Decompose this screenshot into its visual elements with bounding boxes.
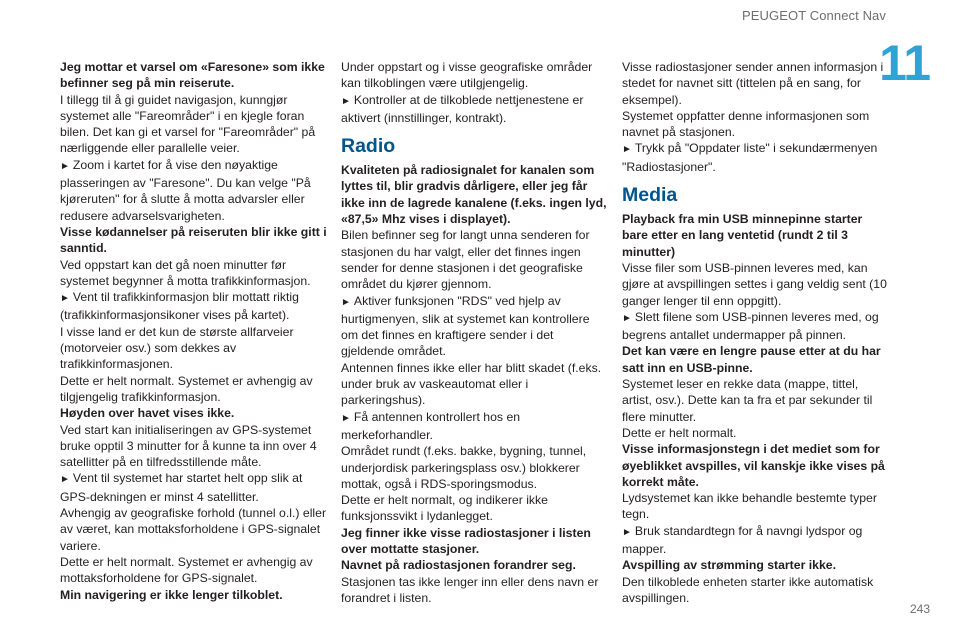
text-column-2 — [341, 59, 609, 606]
problem-statement: Playback fra min USB minnepinne starter bare etter en lang ventetid (rundt 2 til 3 minutter) — [622, 212, 863, 259]
problem-statement: Min navigering er ikke lenger tilkoblet. — [60, 587, 283, 602]
action-step-text: Zoom i kartet for å vise den nøyaktige plasseringen av "Faresone". Du kan velge "På kjøreruten" for å slutte å motta advarsler eller redusere advarselsvarigheten. — [60, 157, 311, 223]
problem-statement: Avspilling av strømming starter ikke. — [622, 558, 836, 573]
action-step-text: Bruk standardtegn for å navngi lydspor og mapper. — [622, 523, 863, 557]
arrow-right-icon: ► — [622, 526, 632, 538]
action-step-text: Vent til trafikkinformasjon blir mottatt riktig (trafikkinformasjonsikoner vises på kartet). — [60, 290, 299, 323]
page-number: 243 — [909, 602, 930, 616]
problem-statement: Kvaliteten på radiosignalet for kanalen som lyttes til, blir gradvis dårligere, eller jeg får ikke inn de lagrede kanalene (f.eks. ingen lyd, «87,5» Mhz vises i displayet). — [341, 163, 607, 227]
text-column-3 — [622, 59, 890, 606]
problem-statement: Visse informasjonstegn i det mediet som for øyeblikket avspilles, vil kanskje ikke vises på korrekt måte. — [622, 442, 885, 489]
arrow-right-icon: ► — [60, 474, 70, 486]
body-text: Dette er helt normalt. Systemet er avhengig av tilgjengelig trafikkinformasjon. — [60, 373, 313, 404]
body-text: Under oppstart og i visse geografiske områder kan tilkoblingen være utilgjengelig. — [341, 60, 593, 91]
arrow-right-icon: ► — [60, 160, 70, 172]
action-step-text: Trykk på "Oppdater liste" i sekundærmenyen "Radiostasjoner". — [622, 141, 878, 174]
action-step — [622, 523, 890, 558]
body-text: Antennen finnes ikke eller har blitt skadet (f.eks. under bruk av vaskeautomat eller i parkeringshus). — [341, 360, 602, 408]
text-column-1 — [60, 59, 328, 603]
body-text: Ved oppstart kan det gå noen minutter før systemet begynner å motta trafikkinformasjon. — [60, 257, 311, 288]
arrow-right-icon: ► — [341, 95, 351, 107]
action-step-text: Få antennen kontrollert hos en merkeforhandler. — [341, 409, 521, 442]
arrow-right-icon: ► — [341, 296, 351, 308]
action-step-text: Aktiver funksjonen "RDS" ved hjelp av hurtigmenyen, slik at systemet kan kontrollere om det finnes en kraftigere sender i det gjeldende området. — [341, 293, 590, 359]
problem-statement: Jeg mottar et varsel om «Faresone» som ikke befinner seg på min reiserute. — [60, 60, 325, 91]
action-step — [341, 293, 609, 360]
body-text: Avhengig av geografiske forhold (tunnel o.l.) eller av været, kan mottaksforholdene i GPS-signalet variere. — [60, 506, 327, 553]
body-text: Systemet oppfatter denne informasjonen som navnet på stasjonen. — [622, 108, 870, 140]
action-step-text: Kontroller at de tilkoblede nettjenestene er aktivert (innstillinger, kontrakt). — [341, 92, 584, 125]
action-step — [60, 470, 328, 505]
chapter-number: 11 — [879, 35, 930, 91]
body-text: I visse land er det kun de største allfarveier (motorveier osv.) som dekkes av trafikkinformasjonen. — [60, 324, 294, 372]
body-text: Området rundt (f.eks. bakke, bygning, tunnel, underjordisk parkeringsplass osv.) blokkerer mottak, også i RDS-sporingsmodus. — [341, 444, 587, 491]
action-step — [622, 140, 890, 175]
action-step — [622, 309, 890, 344]
action-step-text: Slett filene som USB-pinnen leveres med, og begrens antallet undermapper på pinnen. — [622, 309, 879, 343]
page-header-title: PEUGEOT Connect Nav — [742, 8, 886, 23]
arrow-right-icon: ► — [341, 412, 351, 424]
action-step — [341, 409, 609, 444]
action-step — [60, 157, 328, 224]
body-text: Den tilkoblede enheten starter ikke automatisk avspillingen. — [622, 574, 874, 605]
body-text: Visse filer som USB-pinnen leveres med, kan gjøre at avspillingen settes i gang veldig sent (10 ganger lenger til enn oppgitt). — [622, 260, 887, 308]
problem-statement: Navnet på radiostasjonen forandrer seg. — [341, 558, 576, 573]
body-text: I tillegg til å gi guidet navigasjon, kunngjør systemet alle "Fareområder" i en kjegle foran bilen. Det kan gi et varsel for "Fareområder" på nærliggende eller parallelle veier. — [60, 92, 316, 156]
section-heading: Media — [622, 184, 678, 207]
body-text: Stasjonen tas ikke lenger inn eller dens navn er forandret i listen. — [341, 574, 599, 605]
problem-statement: Høyden over havet vises ikke. — [60, 406, 235, 421]
body-text: Visse radiostasjoner sender annen informasjon i stedet for navnet sitt (tittelen på en sang, for eksempel). — [622, 60, 884, 107]
problem-statement: Jeg finner ikke visse radiostasjoner i listen over mottatte stasjoner. — [341, 525, 591, 557]
body-text: Dette er helt normalt. Systemet er avhengig av mottaksforholdene for GPS-signalet. — [60, 554, 313, 586]
body-text: Systemet leser en rekke data (mappe, tittel, artist, osv.). Dette kan ta fra et par sekunder til flere minutter. — [622, 377, 873, 424]
body-text: Dette er helt normalt, og indikerer ikke funksjonssvikt i lydanlegget. — [341, 493, 548, 524]
section-heading: Radio — [341, 135, 396, 158]
arrow-right-icon: ► — [622, 312, 632, 324]
arrow-right-icon: ► — [60, 293, 70, 305]
problem-statement: Visse kødannelser på reiseruten blir ikke gitt i sanntid. — [60, 224, 327, 256]
body-text: Ved start kan initialiseringen av GPS-systemet bruke opptil 3 minutter for å kunne ta inn over 4 satellitter på en tilfredsstillende måte. — [60, 422, 317, 470]
action-step-text: Vent til systemet har startet helt opp slik at GPS-dekningen er minst 4 satellitter. — [60, 471, 303, 504]
body-text: Lydsystemet kan ikke behandle bestemte typer tegn. — [622, 491, 877, 522]
arrow-right-icon: ► — [622, 144, 632, 156]
problem-statement: Det kan være en lengre pause etter at du har satt inn en USB-pinne. — [622, 344, 881, 375]
body-text: Bilen befinner seg for langt unna senderen for stasjonen du har valgt, eller det finnes ingen sender for denne stasjonen i det geografiske området du kjører gjennom. — [341, 228, 590, 292]
action-step — [60, 289, 328, 324]
body-text: Dette er helt normalt. — [622, 425, 737, 440]
action-step — [341, 92, 609, 127]
